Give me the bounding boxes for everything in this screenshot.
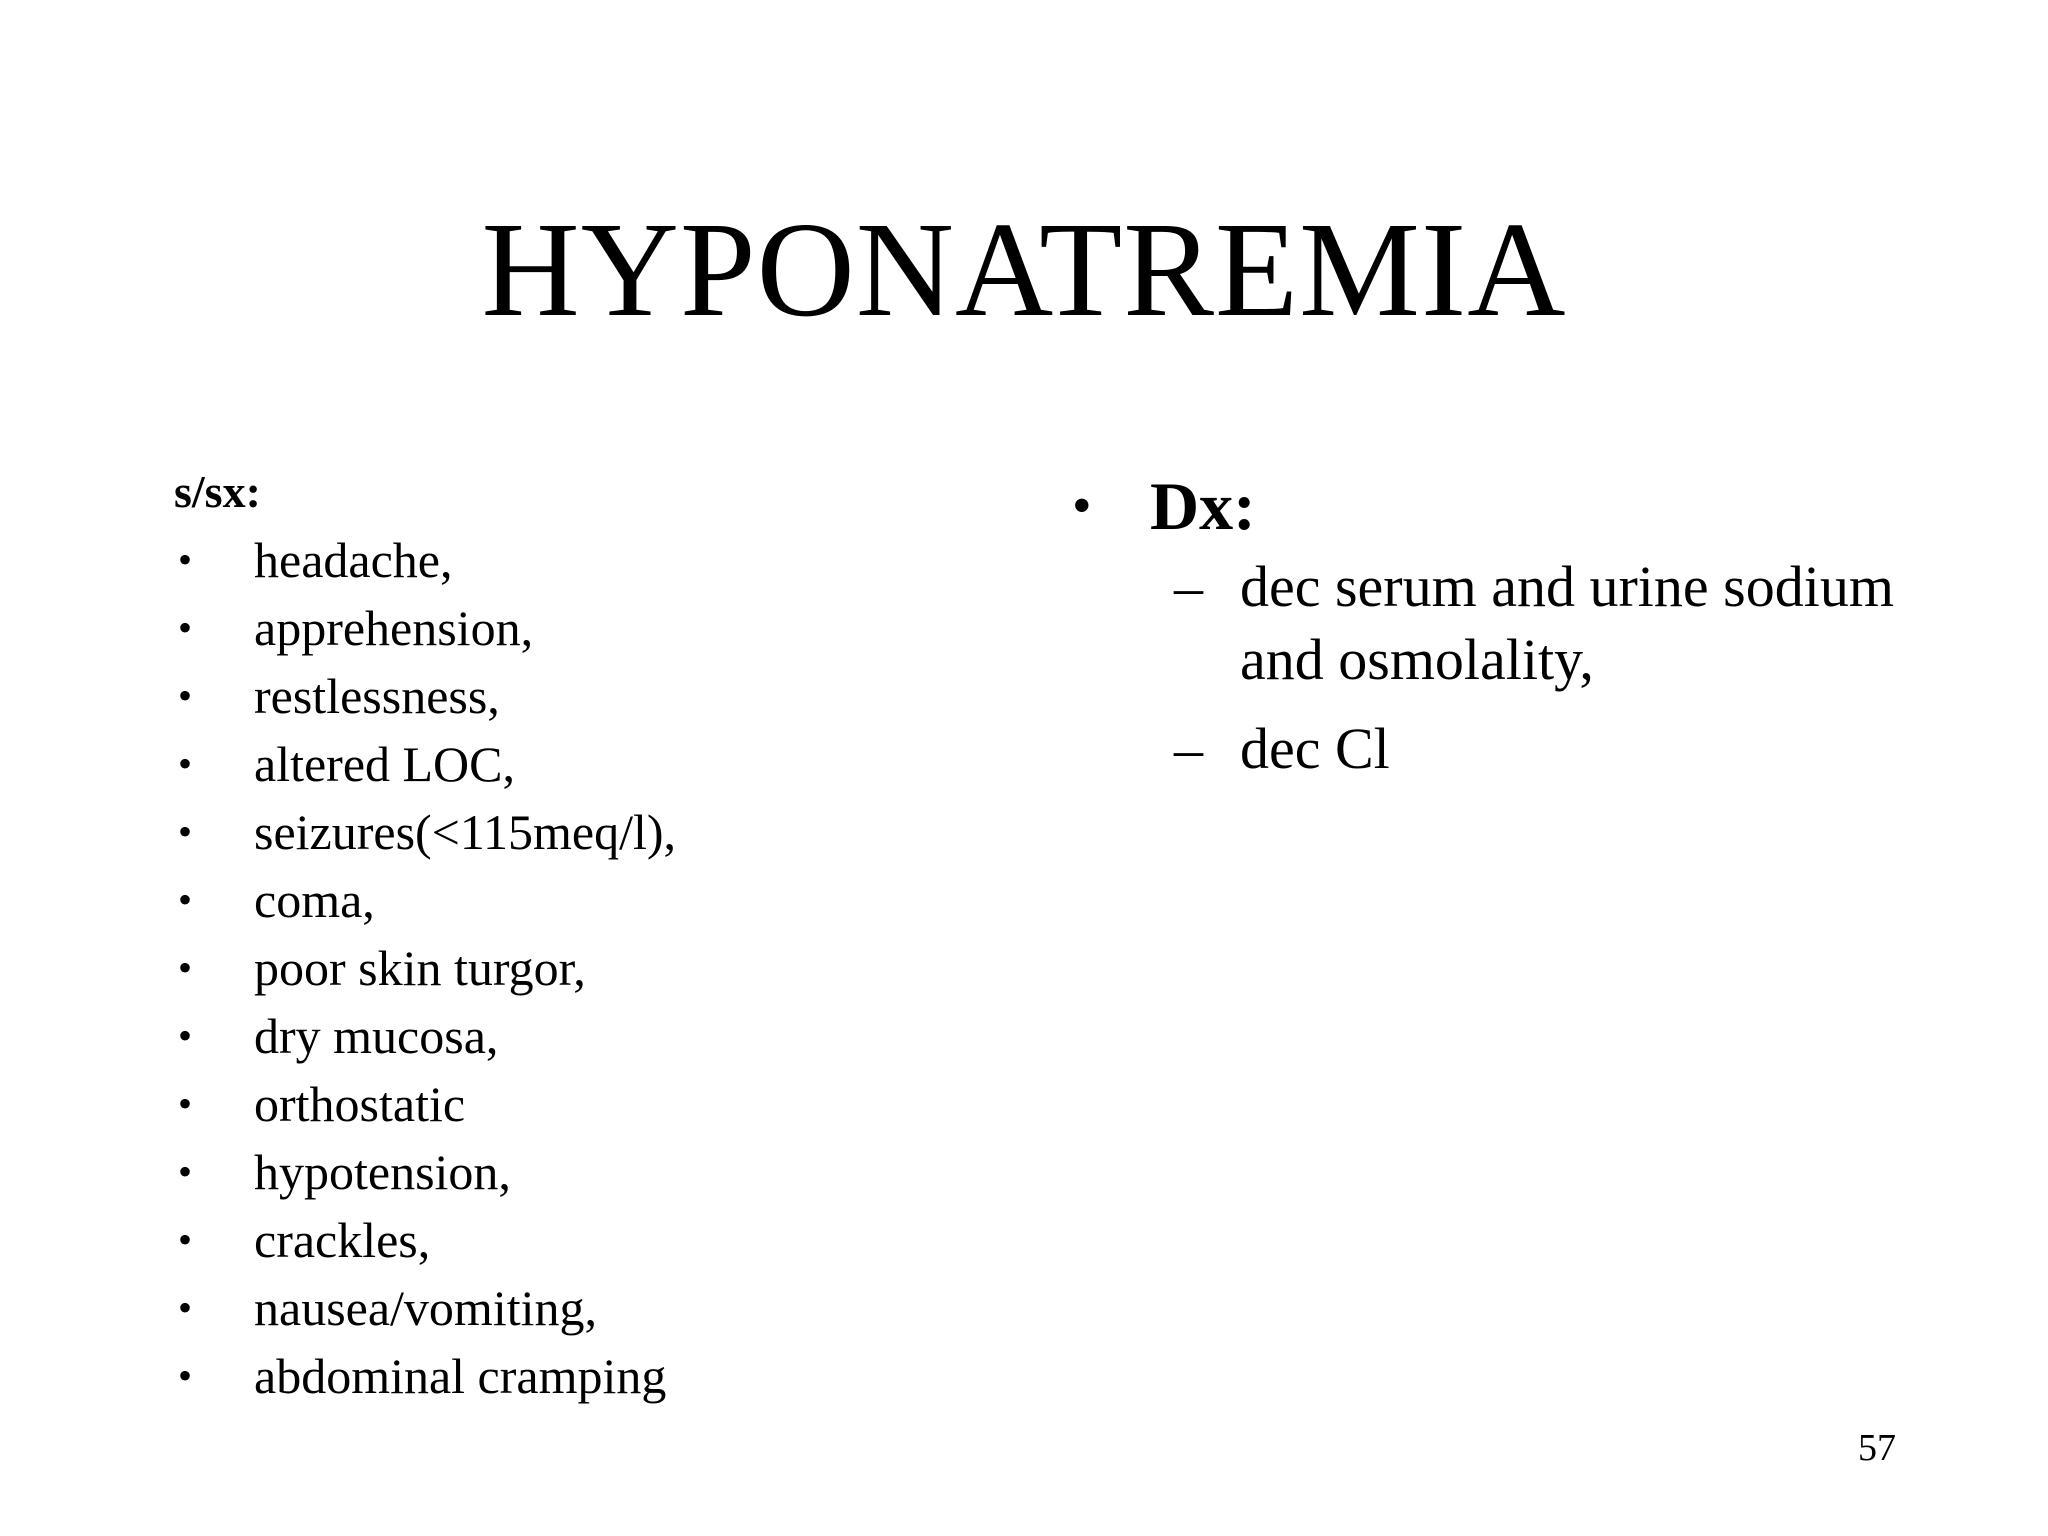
symptom-item bbox=[174, 1206, 934, 1274]
symptom-text: poor skin turgor, bbox=[254, 940, 586, 996]
dash-icon: – bbox=[1174, 554, 1203, 619]
bullet-icon: • bbox=[178, 673, 193, 718]
symptom-text: headache, bbox=[254, 532, 453, 588]
bullet-icon: • bbox=[178, 1149, 193, 1194]
diagnosis-heading: Dx: bbox=[1150, 468, 1256, 544]
slide-title: HYPONATREMIA bbox=[481, 195, 1567, 345]
symptom-item bbox=[174, 1070, 934, 1138]
symptom-text: crackles, bbox=[254, 1212, 431, 1268]
bullet-icon: • bbox=[178, 1285, 193, 1330]
symptom-item bbox=[174, 730, 934, 798]
symptom-text: seizures(<115meq/l), bbox=[254, 804, 677, 860]
symptom-text: dry mucosa, bbox=[254, 1008, 499, 1064]
bullet-icon: • bbox=[1072, 475, 1092, 537]
diagnosis-item bbox=[1072, 550, 1972, 696]
symptom-text: restlessness, bbox=[254, 668, 500, 724]
bullet-icon: • bbox=[178, 537, 193, 582]
symptom-text: abdominal cramping bbox=[254, 1348, 667, 1404]
symptom-item bbox=[174, 866, 934, 934]
symptom-text: nausea/vomiting, bbox=[254, 1280, 597, 1336]
diagnosis-text: dec serum and urine sodium and osmolality, bbox=[1240, 554, 1894, 692]
symptom-item bbox=[174, 1274, 934, 1342]
symptom-item bbox=[174, 1342, 934, 1410]
bullet-icon: • bbox=[178, 605, 193, 650]
symptom-item bbox=[174, 662, 934, 730]
bullet-icon: • bbox=[178, 809, 193, 854]
dash-icon: – bbox=[1174, 716, 1203, 781]
page-number: 57 bbox=[1858, 1427, 1896, 1469]
symptom-item bbox=[174, 1138, 934, 1206]
bullet-icon: • bbox=[178, 741, 193, 786]
symptom-item bbox=[174, 934, 934, 1002]
bullet-icon: • bbox=[178, 1217, 193, 1262]
diagnosis-heading-row bbox=[1072, 462, 1972, 550]
diagnosis-item bbox=[1072, 712, 1972, 785]
symptom-item bbox=[174, 594, 934, 662]
symptom-item bbox=[174, 798, 934, 866]
bullet-icon: • bbox=[178, 1353, 193, 1398]
diagnosis-list bbox=[1072, 550, 1972, 785]
symptom-text: apprehension, bbox=[254, 600, 534, 656]
bullet-icon: • bbox=[178, 1081, 193, 1126]
bullet-icon: • bbox=[178, 1013, 193, 1058]
symptom-text: orthostatic bbox=[254, 1076, 466, 1132]
symptom-text: altered LOC, bbox=[254, 736, 516, 792]
symptom-item bbox=[174, 526, 934, 594]
symptom-text: hypotension, bbox=[254, 1144, 511, 1200]
bullet-icon: • bbox=[178, 877, 193, 922]
symptom-item bbox=[174, 1002, 934, 1070]
diagnosis-column bbox=[1072, 462, 1972, 801]
diagnosis-text: dec Cl bbox=[1240, 716, 1390, 781]
symptoms-heading: s/sx: bbox=[174, 466, 261, 517]
symptoms-column bbox=[174, 462, 934, 1410]
symptom-text: coma, bbox=[254, 872, 375, 928]
symptoms-list bbox=[174, 526, 934, 1410]
bullet-icon: • bbox=[178, 945, 193, 990]
